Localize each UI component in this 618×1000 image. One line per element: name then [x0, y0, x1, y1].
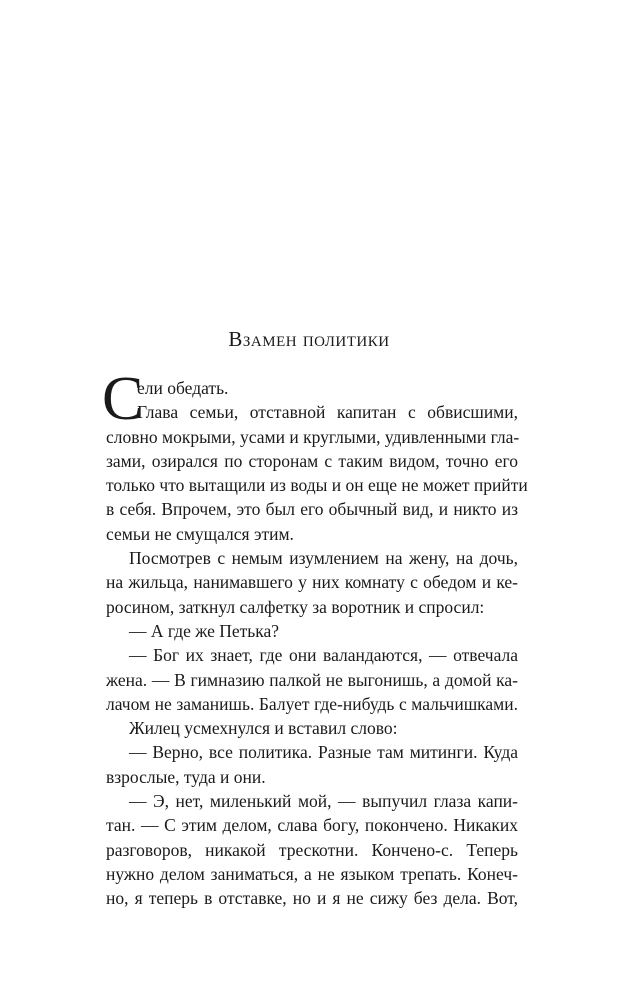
- text-line: — Верно, все политика. Разные там митинги. Куда: [129, 742, 518, 763]
- body-text: [102, 365, 528, 911]
- text-line: Глава семьи, отставной капитан с обвисшими,: [137, 402, 518, 423]
- text-line: нужно делом заниматься, а не языком трепать. Конеч-: [106, 863, 518, 884]
- chapter-title: Взамен политики: [228, 327, 390, 351]
- text-line: лачом не заманишь. Балует где-нибудь с мальчишками.: [106, 693, 518, 714]
- drop-cap: С: [102, 365, 144, 433]
- text-line: росином, заткнул салфетку за воротник и спросил:: [106, 596, 485, 617]
- text-line: тан. — С этим делом, слава богу, покончено. Никаких: [106, 815, 518, 836]
- text-line-content: ели обедать.: [137, 378, 229, 398]
- text-line: словно мокрыми, усами и круглыми, удивленными гла-: [106, 426, 520, 447]
- text-line: жена. — В гимназию палкой не выгонишь, а домой ка-: [106, 669, 518, 690]
- text-line: — Бог их знает, где они валандаются, — отвечала: [129, 645, 518, 666]
- text-line: зами, озирался по сторонам с таким видом, точно его: [106, 450, 518, 471]
- text-line: семьи не смущался этим.: [106, 523, 294, 544]
- text-line: — Э, нет, миленький мой, — выпучил глаза капи-: [129, 791, 518, 812]
- text-line: на жильца, нанимавшего у них комнату с обедом и ке-: [106, 572, 518, 593]
- text-line: разговоров, никакой трескотни. Кончено-с. Теперь: [106, 839, 518, 860]
- text-line: только что вытащили из воды и он еще не может прийти: [106, 475, 528, 496]
- text-line: в себя. Впрочем, это был его обычный вид, и никто из: [106, 499, 518, 520]
- text-line: — А где же Петька?: [129, 620, 280, 641]
- text-line: взрослые, туда и они.: [106, 766, 266, 787]
- text-line: но, я теперь в отставке, но и я не сижу без дела. Вот,: [106, 888, 518, 909]
- text-line: Жилец усмехнулся и вставил слово:: [129, 718, 398, 739]
- text-line: Посмотрев с немым изумлением на жену, на дочь,: [129, 548, 518, 569]
